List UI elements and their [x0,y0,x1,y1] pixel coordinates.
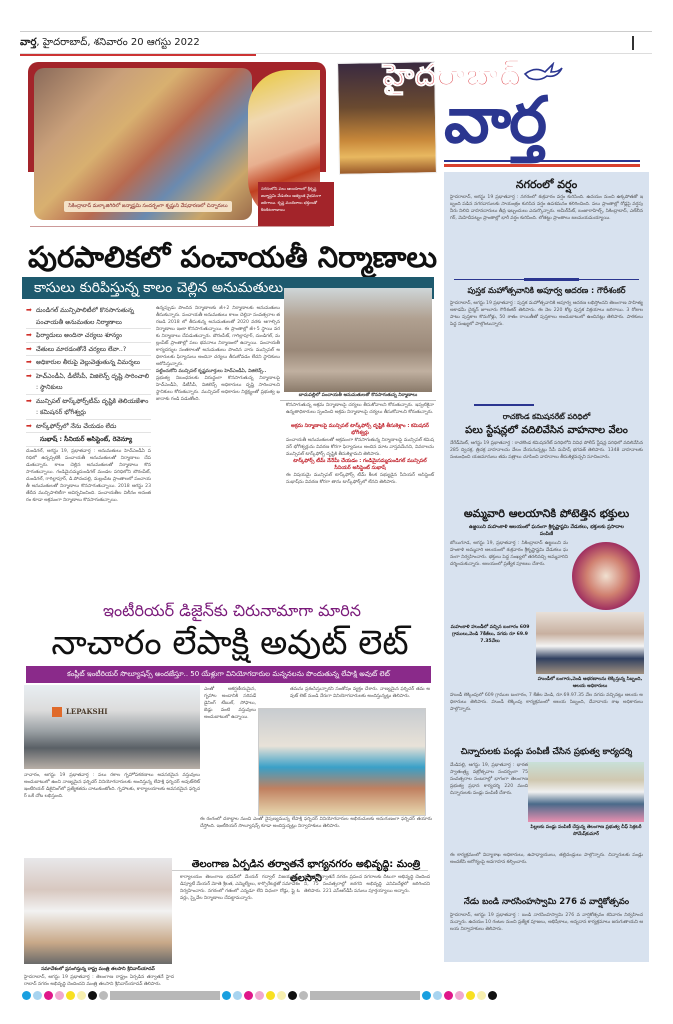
story-body: హైదరాబాద్, ఆగస్టు 19 ప్రభాతవార్త : బండి నారసింహస్వామి 276 వ వార్షికోత్సవం శనివారం నిర్వహించనున్నారు. ఉదయం 10 గంటల నుంచి ప్రత్యేక పూజలు, అభిషేకాలు, అన్నదాన కార్యక్రమాలు జరుగుతాయని ఆలయ నిర్వాహకులు తెలిపారు. [450,913,643,932]
bullet-item: ➡ మున్సిపల్ టాస్క్‌ఫోర్స్‌టీమ్ దృష్టికి తెలియజేశాం : కమిషనర్ భోగీశ్వర్లు [26,396,151,420]
light-magenta-mark [255,991,264,1000]
story-headline: చిన్నారులకు పండ్లు పంపిణీ చేసిన ప్రభుత్వ కార్యదర్శి [460,747,633,757]
hundi-inset: మహంకాళి హుండీలో వచ్చిన బంగారం 609 గ్రాములు,వెండి 7కేజీలు, నగదు రూ 69.97.35వేలు [450,625,530,644]
story-body-cont: ఈ కార్యక్రమంలో విద్యాశాఖ అధికారులు, ఉపాధ్యాయులు, తల్లిదండ్రులు పాల్గొన్నారు. చిన్నారులకు పండ్లు అందజేసి ఆరోగ్యంపై అవగాహన కల్పించారు. [450,853,643,865]
telangana-body-col1: కార్యాలయం తెలంగాణ భవన్‌లో మేయర్ గద్వాల్ విజయలక్ష్మి, డిప్యూటీ మేయర్ మోతె శ్రీలత, ఎమ్మెల్యేలు, కార్పొరేటర్లతో సమావేశం నిర్వహించారు. నగరంలో గతంలో ఎన్నడూ లేని విధంగా రోడ్లు, ఫ్లై ఓవర్లు, స్కైవేల నిర్మాణాలు చేపట్టామన్నారు. [180,875,300,901]
building-photo-caption: బాచుపల్లిలో పంచాయతీ అనుమతులతో కొనసాగుతున్న నిర్మాణాలు [280,392,436,401]
arrow-icon: ➡ [26,421,32,430]
magenta-mark [44,991,53,1000]
lead-headline: పురపాలికలో పంచాయతీ నిర్మాణాలు [28,240,438,274]
story-headline: నగరంలో వర్షం [515,178,578,191]
lead-body-col2: ఉన్నప్పుడు పొందిన నిర్మాణాలకు జీ+2 నిర్మాణాలకు అనుమతులు తీసుకున్నారు. పంచాయతీ అనుమతులు కాలం చెల్లినా సంవత్సరాల తరబడి 2018 లో తీసుకున్న అనుమతులతో 2020 వరకు ఆగాల్సిన నిర్మాణాలు ఇంకా కొనసాగుతున్నాయి. ఈ ప్రాంతాల్లో జీ+5 స్థాయి వరకు నిర్మాణాలు చేపడుతున్నారు. బౌరంపేట్, గాగిల్లాపూర్, దుండిగల్, మల్లంపేట్ ప్రాంతాల్లో పలు భవనాలు నిర్మాణంలో ఉన్నాయి. పంచాయతీ కార్యదర్శుల సంతకాలతో అనుమతులు పొందిన వారు మున్సిపల్ అధికారులకు ఫిర్యాదులు అందినా చర్యలు తీసుకోవడం లేదని స్థానికులు ఆరోపిస్తున్నారు. పట్టించుకోని మున్సిపల్ కృష్ణమూర్తులు హెచ్‌ఎండీఏ, విజిలెన్స్.. ప్రభుత్వ నిబంధనలకు విరుద్ధంగా కొనసాగుతున్న నిర్మాణాలపై హెచ్‌ఎండీఏ, డీటీసీపీ, విజిలెన్స్ అధికారులు దృష్టి సారించాలని స్థానికులు కోరుతున్నారు. మున్సిపల్ అధికారుల నిర్లక్ష్యంతో ప్రభుత్వ ఖజానాకు గండి పడుతోంది. [156,306,280,402]
arrow-icon: ➡ [26,306,32,314]
lepakshi-body-col1: నాచారం, ఆగస్టు 19 ప్రభాతవార్త : పలు రకాల గృహోపకరణాలు అవసరమైన వస్తువులు అందుబాటులో ఉంచి నాణ్యమైన ఫర్నిచర్ వినియోగదారులకు అందిస్తున్న లేపాక్షి ఫర్నిచర్ అవుట్‌లెట్ ఇంటీరియర్ డిజైనింగ్‌లో ప్రత్యేకతను చాటుకుంటోంది. గృహాలకు, కార్యాలయాలకు అవసరమైన ఫర్నిచర్ ఒకే చోట లభిస్తుంది. [24,773,200,799]
cyan-mark [422,991,431,1000]
masthead-rule-red [444,164,640,167]
red-accent-rule [20,54,256,56]
lepakshi-body-col3: తమను ప్రశంసిస్తున్నారని సంతోషం వ్యక్తం చేశారు. నాణ్యమైన ఫర్నిచర్ తమ అవుట్ లెట్ నుండి నేరుగా వినియోగదారులకు అందిస్తున్నట్లు తెలిపారు. [290,687,430,699]
lead-bullets [26,305,151,504]
telangana-body-lead: హైదరాబాద్, ఆగస్టు 19 ప్రభాతవార్త : తెలంగాణ రాష్ట్రం ఏర్పడిన తర్వాతనే హైదరాబాద్ నగరం అభివృద్ధి చెందిందని మంత్రి తలసాని శ్రీనివాస్‌యాదవ్ తెలిపారు. [24,975,174,987]
story-body-cont: హుండీ లెక్కింపులో 609 గ్రాముల బంగారం, 7 కేజీల వెండి, రూ.69.97.35 వేల నగదు వచ్చినట్లు ఆలయ అధికారులు తెలిపారు. హుండీ లెక్కింపు కార్యక్రమంలో ఆలయ సిబ్బంది, దేవాదాయ శాఖ అధికారులు పాల్గొన్నారు. [450,693,643,712]
light-yellow-mark [77,991,86,1000]
store-sign: LEPAKSHI [66,707,108,716]
masthead-city: హైదరాబాద్ [383,58,522,93]
yellow-mark [466,991,475,1000]
bullet-item: ➡ టాస్క్‌ఫోర్స్‌లో నేను చేయడం లేదు [26,421,151,434]
masthead-rule-blue [444,160,640,162]
ornamental-divider [454,278,639,281]
arrow-icon: ➡ [26,344,32,353]
dateline-bar [20,33,652,53]
showroom-photo [258,708,426,816]
meeting-photo-caption: సమావేశంలో ప్రసంగిస్తున్న రాష్ట్ర మంత్రి తలసాని శ్రీనివాస్‌యాదవ్ [41,967,155,972]
story-kicker: రాచకొండ కమిషనరేట్ పరిధిలో [502,412,591,421]
krishna-kids-photo [34,68,252,220]
building-photo [284,288,432,392]
lepakshi-headline: నాచారం లేపాక్షి అవుట్ లెట్ [51,623,409,663]
quote-line: సుభాష్ : సీనియర్ అసిస్టెంట్, రెవెన్యూ [26,434,151,447]
story-body: నేరేడ్‌మెట్, ఆగస్టు 19 ప్రభాతవార్త : రాచకొండ కమిషనరేట్ పరిధిలోని వివిధ పోలీస్ స్టేషన్ల పరిధిలో వదిలివేసిన 285 ద్విచక్ర, త్రిచక్ర వాహనాలను వేలం వేయనున్నట్లు సీపీ మహేష్ భగవత్ తెలిపారు. 1348 వాహనాలకు సంబంధించి యజమానులు తమ పత్రాలు చూపించి వాహనాలు తీసుకెళ్లవచ్చని సూచించారు. [450,441,643,460]
arrow-icon: ➡ [26,331,32,339]
lepakshi-logo-icon [52,707,62,717]
telangana-headline: తెలంగాణ ఏర్పడిన తర్వాతనే భాగ్యనగరం అభివృద్ధి: మంత్రి తలసాని [191,859,421,884]
print-color-marks [22,990,497,1000]
story-subhead: ఉజ్జయిని మహంకాళి ఆలయంలో ఘనంగా శ్రీకృష్ణాష్టమి వేడుకలు, భక్తులకు ప్రసాదాల పంపిణీ [469,525,624,537]
story-body: మేడిపల్లి, ఆగస్టు 19, ప్రభాతవార్త : భారత స్వాతంత్ర్య వజ్రోత్సవాల సందర్భంగా 75 సంవత్సరాల సంబరాల్లో భాగంగా తెలంగాణ ప్రభుత్వ ప్రధాన కార్యదర్శి 220 మంది చిన్నారులకు పండ్లు పంపిణీ చేశారు. [450,763,528,796]
light-yellow-mark [277,991,286,1000]
telangana-body-col2: వచ్చిన తర్వాతనే నగరం ప్రపంచ నగరాలకు దీటుగా అభివృద్ధి చెందిందని, 75 సంవత్సరాల్లో జరగని అభివృద్ధి ఎనిమిదేళ్లలో జరిగిందని తెలిపారు. 221 ఎస్‌ఆర్‌డీపీ పనులు పూర్తయ్యాయి అన్నారు. [304,875,430,894]
page-marker [632,36,634,50]
photo-rule [30,226,330,227]
lepakshi-body-col2: ఎంతో ఆకర్షణీయమైన, గృహాల అందానికి సరిపడే డైనింగ్ టేబుల్, సోఫాలు, బెడ్లు వంటి వస్తువులు అందుబాటులో ఉన్నాయి. [204,687,256,720]
grey-bar [110,991,220,1000]
hundi-photo-caption: హుండీలో బంగారు,వెండి ఆభరణాలను లెక్కిస్తున్న సిబ్బంది, ఆలయ అధికారులు [537,677,643,689]
bullet-item: ➡ చేతులు మారడంతోనే చర్యలు లేవా..? [26,344,151,357]
top-rule [20,31,652,32]
yellow-mark [66,991,75,1000]
light-magenta-mark [455,991,464,1000]
light-cyan-mark [233,991,242,1000]
baby-photo-caption: నగరంలోని పలు ఆలయాలలో శ్రీకృష్ణ జన్మాష్టమి వేడుకలు అత్యంత వైభవంగా జరిగాయి. కృష్ణ మందిరాలు భక్తులతో కిటకిటలాడాయి [258,182,334,226]
yellow-mark [266,991,275,1000]
light-yellow-mark [477,991,486,1000]
light-cyan-mark [433,991,442,1000]
story-body: హైదరాబాద్, ఆగస్టు 19 ప్రభాతవార్త : నగరంలో శుక్రవారం వర్షం కురిసింది. ఉదయం నుంచి ఉక్కపోతతో ఇబ్బంది పడిన నగరవాసులకు సాయంత్రం కురిసిన వర్షం ఉపశమనం కలిగించింది. పలు ప్రాంతాల్లో రోడ్లపై వర్షపు నీరు నిలిచి వాహనదారులు తీవ్ర ఇబ్బందులు ఎదుర్కొన్నారు. అమీర్‌పేట్, బంజారాహిల్స్, సికింద్రాబాద్, ఎల్‌బీనగర్, మెహిదీపట్నం ప్రాంతాల్లో భారీ వర్షం కురిసింది. లోతట్టు ప్రాంతాలు జలమయమయ్యాయి. [450,195,643,221]
goddess-photo [572,542,640,610]
bullet-item: ➡ హెచ్‌ఎండీఏ, డీటీసీపీ, విజిలెన్స్ దృష్టి సారించాలి : స్థానికులు [26,371,151,395]
story-headline: అమ్మవారి ఆలయానికి పోటెత్తిన భక్తులు [463,507,630,520]
light-magenta-mark [55,991,64,1000]
black-mark [488,991,497,1000]
arrow-icon: ➡ [26,371,32,380]
fruits-photo-caption: పిల్లలకు పండ్లు పంపిణీ చేస్తున్న తెలంగాణ ప్రభుత్వ చీఫ్ సెక్రటరీ సోమేష్‌కుమార్ [530,825,642,837]
story-body: బోయిగూడ, ఆగస్టు 19, ప్రభాతవార్త : సికింద్రాబాద్ ఉజ్జయిని మహంకాళి అమ్మవారి ఆలయంలో శుక్రవారం శ్రీకృష్ణాష్టమి వేడుకలు ఘనంగా నిర్వహించారు. భక్తులు పెద్ద సంఖ్యలో తరలివచ్చి అమ్మవారిని దర్శించుకున్నారు. ఆలయంలో ప్రత్యేక పూజలు చేశారు. [450,541,568,567]
lead-subheadline: కాసులు కురిపిస్తున్న కాలం చెల్లిన అనుమతులు [22,277,434,299]
magenta-mark [444,991,453,1000]
lepakshi-store-photo [24,685,200,769]
dateline: , హైదరాబాద్, శనివారం 20 ఆగస్టు 2022 [36,37,200,48]
lepakshi-body-col4: ఈ రంగంలో దశాబ్దాల నుంచి ఎంతో నైపుణ్యమున్న లేపాక్షి ఫర్నిచర్ వినియోగదారుల అభిరుచులకు అనుగుణంగా ఫర్నిచర్ తయారు చేస్తోంది. ఇంటీరియర్ సొల్యూషన్స్ కూడా అందిస్తున్నట్లు నిర్వాహకులు తెలిపారు. [200,817,432,829]
black-mark [288,991,297,1000]
red-subhead: టాస్క్‌ఫోర్స్ టీమ్ నేనేమీ చేయడం : గండిమైసమ్మ‌దుండిగల్ మున్సిపల్ సీనియర్ అసిస్టెంట్ సుభాష్ [293,458,427,471]
story-headline: పలు స్టేషన్లలో వదిలివేసిన వాహనాల వేలం [465,425,628,436]
kids-photo-caption: సికింద్రాబాద్ మల్కాజిగిరిలో జన్మాష్టమి సందర్భంగా కృష్ణుని వేషధారణలో చిన్నారులు [64,201,232,212]
bullet-item: ➡ దుండిగల్ మున్సిపాలిటీలో కొనసాగుతున్న పంచాయతీ అనుమతుల నిర్మాణాలు [26,305,151,329]
light-cyan-mark [33,991,42,1000]
grey-mark [299,991,308,1000]
lead-body-col1: దుండిగల్, ఆగస్టు 19, ప్రభాతవార్త : అనుమతులు హెచ్‌ఎండీఏ పరిధిలో ఉన్నప్పటికీ పంచాయతీ అనుమతులతో నిర్మాణాలు చేపడుతున్నారు. కాలం చెల్లిన అనుమతులతో నిర్మాణాలు కొనసాగుతున్నాయి. గండిమైసమ్మ‌దుండిగల్ మండల పరిధిలోని బౌరంపేట్, దుండిగల్, గాగిల్లాపూర్, డి.పోచంపల్లి, మల్లంపేట ప్రాంతాలలో పంచాయతీ అనుమతులతో నిర్మాణాలు కొనసాగుతున్నాయి. 2018 ఆగస్టు 23 తేదీన మున్సిపాలిటీగా ఆవిర్భవించింది. పంచాయతీల విలీనం అనంతరం కూడా అక్రమంగా నిర్మాణాలు కొనసాగుతున్నాయి. [26,448,151,503]
story-headline: నేడు బండి నారసింహస్వామి 276 వ వార్షికోత్సవం [463,897,630,907]
story-body: హైదరాబాద్, ఆగస్టు 19 ప్రభాతవార్త : పుస్తక మహోత్సవానికి అపూర్వ ఆదరణ లభిస్తోందని తెలంగాణ సాహిత్య అకాడమీ చైర్మన్ జూలూరు గౌరీశంకర్ తెలిపారు. ఈ నెల 220 కోట్ల పుస్తక విక్రయాలు జరిగాయి. 3 రోజుల పాటు పుస్తకాల కొనుగోళ్లు, 50 శాతం రాయితీతో పుస్తకాలు అందుబాటులో ఉంచినట్లు తెలిపారు. పాఠకులు పెద్ద సంఖ్యలో పాల్గొంటున్నారు. [450,301,643,327]
cyan-mark [222,991,231,1000]
section-divider [474,404,534,406]
arrow-icon: ➡ [26,358,32,366]
grey-bar [310,991,420,1000]
lepakshi-banner: కంప్లీట్ ఇంటీరియర్ సొల్యూషన్స్ అందజేస్తూ.. 50 యేళ్లుగా వినియోగదారుల మన్ననలను పొందుతున్న లేపాక్షి అవుట్ లెట్ [26,666,431,683]
paper-name: వార్త [20,37,37,48]
lead-body-col3: కొనసాగుతున్న అక్రమ నిర్మాణాలపై చర్యలు తీసుకోవాలని కోరుతున్నారు. ఇప్పటికైనా ఉన్నతాధికారులు స్పందించి అక్రమ నిర్మాణాలపై చర్యలు తీసుకోవాలని కోరుతున్నారు. అక్రమ నిర్మాణాలపై మున్సిపల్ టాస్క్‌ఫోర్స్ దృష్టికి తీసుకెళ్లాం : కమిషనర్ భోగీశ్వర్లు పంచాయతీ అనుమతులతో అక్రమంగా కొనసాగుతున్న నిర్మాణాలపై మున్సిపల్ కమిషనర్ భోగీశ్వర్లును వివరణ కోరగా ఫిర్యాదులు అందిన మాట వాస్తవమేనని, వివరాలను మున్సిపల్ టాస్క్‌ఫోర్స్ దృష్టికి తీసుకెళ్లామని తెలిపారు. టాస్క్‌ఫోర్స్ టీమ్ నేనేమీ చేయడం : గండిమైసమ్మ‌దుండిగల్ మున్సిపల్ సీనియర్ అసిస్టెంట్ సుభాష్ ఈ విషయమై మున్సిపల్ టాస్క్‌ఫోర్స్ టీమ్ కీలక సభ్యుడైన సీనియర్ అసిస్టెంట్ సుభాష్‌ను వివరణ కోరగా తాను టాస్క్‌ఫోర్స్‌లో లేనని తెలిపారు. [286,403,434,485]
right-news-column [444,172,649,962]
arrow-icon: ➡ [26,396,32,405]
lepakshi-kicker: ఇంటీరియర్ డిజైన్‌కు చిరునామాగా మారిన [103,601,361,620]
masthead-title: వార్త [444,84,546,158]
fruit-distribution-photo [528,762,644,822]
red-subhead: అక్రమ నిర్మాణాలపై మున్సిపల్ టాస్క్‌ఫోర్స్ దృష్టికి తీసుకెళ్లాం : కమిషనర్ భోగీశ్వర్లు [291,423,429,436]
black-mark [88,991,97,1000]
cyan-mark [22,991,31,1000]
dove-icon [523,62,563,84]
meeting-photo [24,858,172,964]
bullet-item: ➡ ఫిర్యాదులు అందినా చర్యలు శూన్యం [26,330,151,343]
bullet-item: ➡ అధికారుల తీరుపై వెల్లువెత్తుతున్న విమర్శలు [26,357,151,370]
magenta-mark [244,991,253,1000]
grey-mark [99,991,108,1000]
story-headline: పుస్తక మహోత్సవానికి అపూర్వ ఆదరణ : గౌరీశంకర్ [467,286,626,295]
hundi-counting-photo [536,612,644,674]
